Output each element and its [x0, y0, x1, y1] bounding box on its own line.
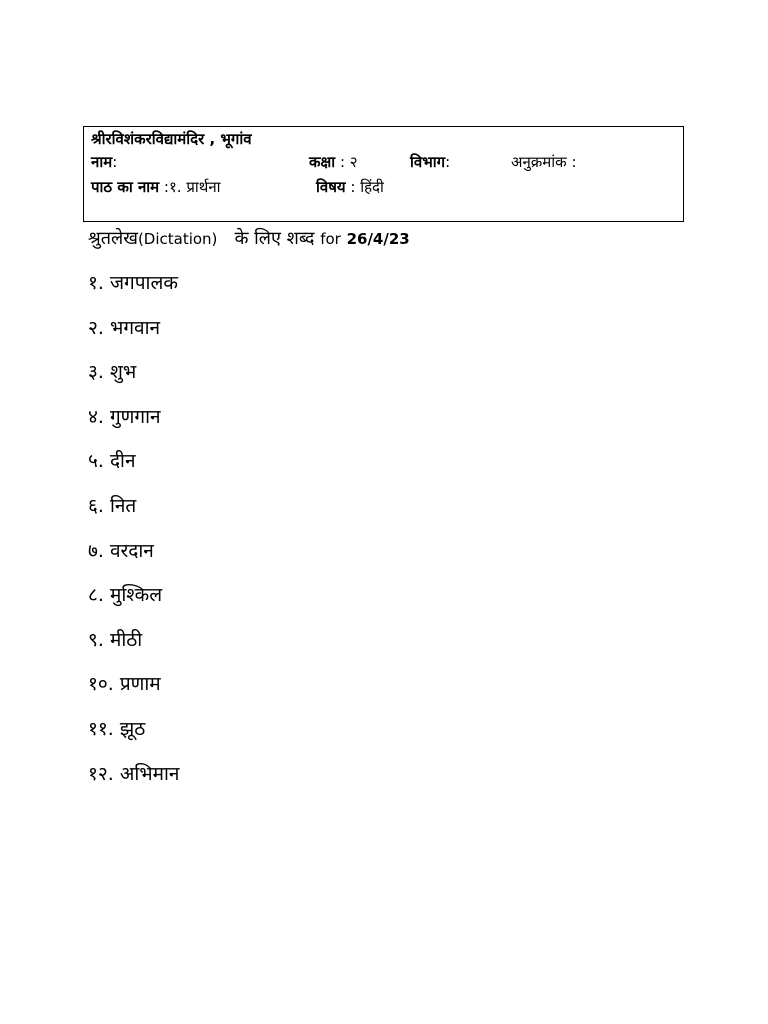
name-separator: :: [112, 153, 118, 171]
list-item: ९. मीठी: [88, 628, 143, 651]
class-label: कक्षा: [309, 153, 336, 171]
header-box: [83, 126, 684, 222]
list-item: २. भगवान: [88, 316, 161, 339]
dictation-date: 26/4/23: [346, 230, 410, 248]
division-field: [410, 152, 450, 172]
for-words-text: के लिए शब्द: [234, 228, 315, 249]
class-value: : २: [335, 153, 358, 171]
dictation-title: [88, 227, 410, 251]
list-item: ६. नित: [88, 494, 137, 517]
dictation-english: (Dictation): [137, 230, 218, 248]
name-label: नाम: [91, 153, 113, 171]
list-item: ५. दीन: [88, 450, 136, 473]
school-name: श्रीरविशंकरविद्यामंदिर , भूगांव: [91, 130, 252, 148]
roll-number-field: [511, 152, 577, 172]
lesson-label: पाठ का नाम: [91, 178, 160, 196]
word-list: [88, 270, 179, 805]
list-item: ११. झूठ: [88, 717, 146, 740]
dictation-hindi: श्रुतलेख: [88, 228, 138, 249]
for-text: for: [320, 230, 341, 248]
list-item: १२. अभिमान: [88, 762, 180, 785]
lesson-value: :१. प्रार्थना: [159, 178, 221, 196]
list-item: १०. प्रणाम: [88, 673, 161, 696]
class-field: [309, 152, 358, 172]
list-item: १. जगपालक: [88, 272, 178, 294]
lesson-field: [91, 177, 221, 197]
division-separator: :: [445, 153, 451, 171]
list-item: ७. वरदान: [88, 539, 154, 562]
subject-label: विषय: [316, 178, 346, 196]
list-item: ३. शुभ: [88, 361, 137, 384]
name-field: [91, 152, 117, 172]
division-label: विभाग: [410, 153, 446, 171]
list-item: ८. मुश्किल: [88, 584, 163, 607]
subject-field: [316, 177, 384, 197]
list-item: ४. गुणगान: [88, 405, 161, 428]
subject-value: : हिंदी: [345, 178, 384, 196]
roll-number-label: अनुक्रमांक :: [511, 153, 577, 171]
